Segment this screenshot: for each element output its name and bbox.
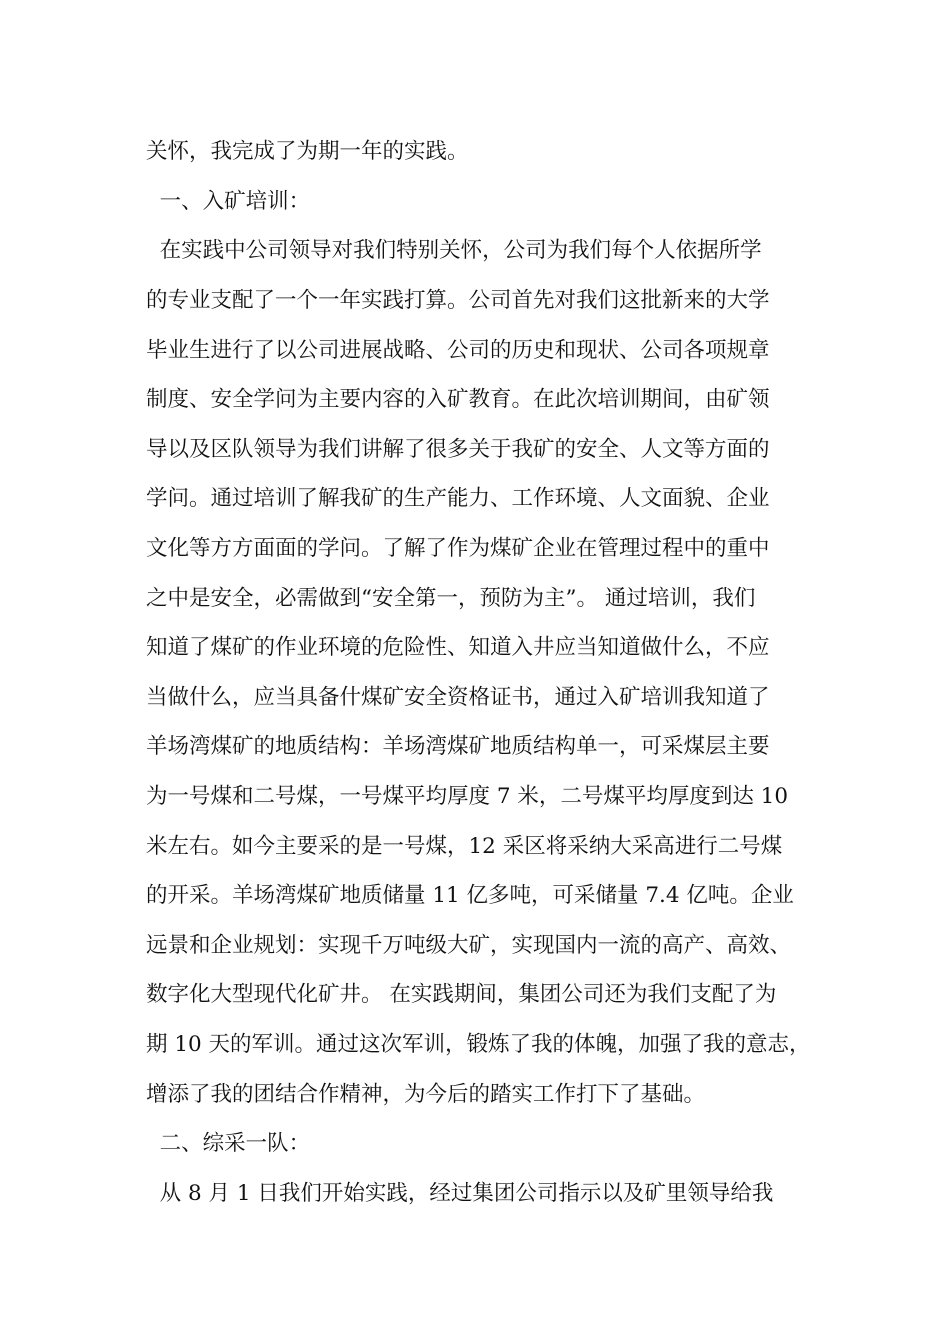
text-line-9: 文化等方方面面的学问。了解了作为煤矿企业在管理过程中的重中 — [146, 536, 770, 561]
text-line-15: 米左右。如今主要采的是一号煤，12 采区将采纳大采高进行二号煤 — [146, 834, 783, 859]
text-line-18: 数字化大型现代化矿井。 在实践期间，集团公司还为我们支配了为 — [146, 982, 777, 1007]
text-line-14: 为一号煤和二号煤，一号煤平均厚度 7 米，二号煤平均厚度到达 10 — [146, 784, 789, 809]
section-heading-1: 一、入矿培训： — [146, 189, 311, 214]
text-line-7: 导以及区队领导为我们讲解了很多关于我矿的安全、人文等方面的 — [146, 437, 770, 462]
text-line-6: 制度、安全学问为主要内容的入矿教育。在此次培训期间，由矿领 — [146, 387, 770, 412]
text-line-10: 之中是安全，必需做到“安全第一，预防为主”。 通过培训，我们 — [146, 586, 756, 611]
text-line-1: 关怀，我完成了为期一年的实践。 — [146, 139, 469, 164]
text-line-13: 羊场湾煤矿的地质结构：羊场湾煤矿地质结构单一，可采煤层主要 — [146, 734, 770, 759]
text-line-8: 学问。通过培训了解我矿的生产能力、工作环境、人文面貌、企业 — [146, 486, 770, 511]
text-line-16: 的开采。羊场湾煤矿地质储量 11 亿多吨，可采储量 7.4 亿吨。企业 — [146, 883, 794, 908]
text-line-4: 的专业支配了一个一年实践打算。公司首先对我们这批新来的大学 — [146, 288, 770, 313]
text-line-17: 远景和企业规划：实现千万吨级大矿，实现国内一流的高产、高效、 — [146, 933, 792, 958]
section-heading-2: 二、综采一队： — [146, 1131, 311, 1156]
text-line-3: 在实践中公司领导对我们特别关怀，公司为我们每个人依据所学 — [146, 238, 762, 263]
text-line-11: 知道了煤矿的作业环境的危险性、知道入井应当知道做什么，不应 — [146, 635, 770, 660]
text-line-12: 当做什么，应当具备什煤矿安全资格证书，通过入矿培训我知道了 — [146, 685, 770, 710]
text-line-19: 期 10 天的军训。通过这次军训，锻炼了我的体魄，加强了我的意志， — [146, 1032, 811, 1057]
text-line-22: 从 8 月 1 日我们开始实践，经过集团公司指示以及矿里领导给我 — [146, 1181, 774, 1206]
text-line-5: 毕业生进行了以公司进展战略、公司的历史和现状、公司各项规章 — [146, 338, 770, 363]
text-line-20: 增添了我的团结合作精神，为今后的踏实工作打下了基础。 — [146, 1082, 706, 1107]
